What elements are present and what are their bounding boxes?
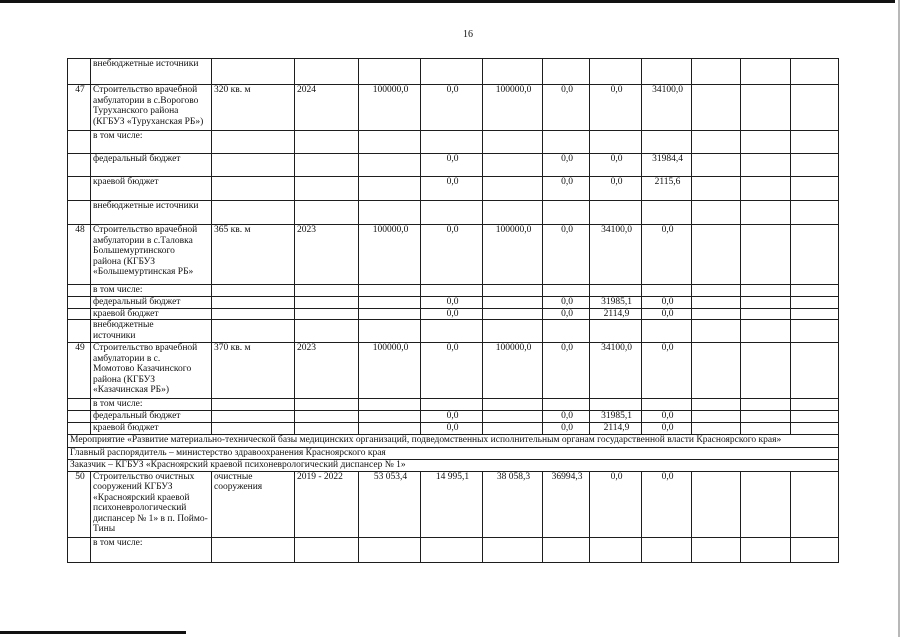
value-cell-2: 0,0 bbox=[421, 343, 483, 399]
period-cell bbox=[295, 131, 359, 154]
capacity-cell bbox=[212, 59, 295, 85]
value-cell-3 bbox=[483, 308, 543, 320]
row-number-cell bbox=[68, 399, 91, 411]
value-cell-6: 0,0 bbox=[642, 225, 692, 285]
blank-cell bbox=[791, 154, 839, 177]
value-cell-4 bbox=[543, 131, 590, 154]
item-name-cell: в том числе: bbox=[91, 285, 212, 297]
blank-cell bbox=[741, 285, 791, 297]
value-cell-5: 31985,1 bbox=[590, 296, 642, 308]
page-number: 16 bbox=[463, 29, 473, 40]
value-cell-5: 0,0 bbox=[590, 85, 642, 131]
value-cell-2 bbox=[421, 537, 483, 562]
value-cell-2: 0,0 bbox=[421, 308, 483, 320]
blank-cell bbox=[741, 537, 791, 562]
blank-cell bbox=[791, 296, 839, 308]
period-cell bbox=[295, 177, 359, 201]
value-cell-4 bbox=[543, 399, 590, 411]
capacity-cell bbox=[212, 177, 295, 201]
value-cell-2 bbox=[421, 320, 483, 343]
capacity-cell: 320 кв. м bbox=[212, 85, 295, 131]
value-cell-6 bbox=[642, 399, 692, 411]
value-cell-4: 0,0 bbox=[543, 343, 590, 399]
section-heading-cell: Мероприятие «Развитие материально-технической базы медицинских организаций, подведомственных исполнительным органам государственной власти Красноярского края» bbox=[68, 434, 839, 447]
value-cell-1 bbox=[359, 537, 421, 562]
value-cell-3: 100000,0 bbox=[483, 343, 543, 399]
project-row bbox=[68, 343, 839, 399]
period-cell bbox=[295, 154, 359, 177]
blank-cell bbox=[692, 399, 741, 411]
blank-cell bbox=[791, 308, 839, 320]
row-number-cell bbox=[68, 59, 91, 85]
blank-cell bbox=[741, 59, 791, 85]
scan-edge-right bbox=[898, 0, 900, 637]
item-name-cell: федеральный бюджет bbox=[91, 296, 212, 308]
blank-cell bbox=[791, 343, 839, 399]
project-row bbox=[68, 225, 839, 285]
row-number-cell bbox=[68, 320, 91, 343]
value-cell-4: 0,0 bbox=[543, 154, 590, 177]
value-cell-6: 0,0 bbox=[642, 422, 692, 434]
blank-cell bbox=[741, 422, 791, 434]
funding-source-row bbox=[68, 201, 839, 225]
period-cell: 2023 bbox=[295, 225, 359, 285]
row-number-cell: 47 bbox=[68, 85, 91, 131]
section-heading-row bbox=[68, 447, 839, 459]
value-cell-2: 0,0 bbox=[421, 296, 483, 308]
section-heading-row bbox=[68, 434, 839, 447]
value-cell-6 bbox=[642, 537, 692, 562]
value-cell-6 bbox=[642, 285, 692, 297]
value-cell-4 bbox=[543, 285, 590, 297]
blank-cell bbox=[692, 225, 741, 285]
item-name-cell: краевой бюджет bbox=[91, 177, 212, 201]
blank-cell bbox=[741, 471, 791, 537]
funding-source-row bbox=[68, 296, 839, 308]
value-cell-5: 2114,9 bbox=[590, 308, 642, 320]
value-cell-3 bbox=[483, 177, 543, 201]
value-cell-1 bbox=[359, 201, 421, 225]
funding-source-row bbox=[68, 399, 839, 411]
period-cell bbox=[295, 308, 359, 320]
blank-cell bbox=[741, 85, 791, 131]
value-cell-2: 0,0 bbox=[421, 85, 483, 131]
blank-cell bbox=[741, 296, 791, 308]
value-cell-1 bbox=[359, 320, 421, 343]
item-name-cell: Строительство врачебной амбулатории в с.Таловка Большемуртинского района (КГБУЗ «Большемуртинская РБ» bbox=[91, 225, 212, 285]
blank-cell bbox=[791, 85, 839, 131]
blank-cell bbox=[741, 154, 791, 177]
value-cell-1 bbox=[359, 59, 421, 85]
row-number-cell bbox=[68, 410, 91, 422]
capacity-cell bbox=[212, 308, 295, 320]
capacity-cell bbox=[212, 399, 295, 411]
value-cell-3 bbox=[483, 285, 543, 297]
item-name-cell: в том числе: bbox=[91, 537, 212, 562]
blank-cell bbox=[741, 410, 791, 422]
value-cell-3: 100000,0 bbox=[483, 225, 543, 285]
blank-cell bbox=[791, 285, 839, 297]
value-cell-2: 0,0 bbox=[421, 177, 483, 201]
value-cell-2 bbox=[421, 399, 483, 411]
capacity-cell bbox=[212, 422, 295, 434]
value-cell-2: 0,0 bbox=[421, 225, 483, 285]
row-number-cell bbox=[68, 537, 91, 562]
blank-cell bbox=[741, 343, 791, 399]
value-cell-1 bbox=[359, 131, 421, 154]
row-number-cell bbox=[68, 422, 91, 434]
value-cell-4: 0,0 bbox=[543, 177, 590, 201]
blank-cell bbox=[692, 320, 741, 343]
value-cell-6: 0,0 bbox=[642, 410, 692, 422]
value-cell-2: 0,0 bbox=[421, 154, 483, 177]
period-cell bbox=[295, 399, 359, 411]
capacity-cell bbox=[212, 285, 295, 297]
value-cell-2 bbox=[421, 201, 483, 225]
period-cell bbox=[295, 320, 359, 343]
blank-cell bbox=[692, 422, 741, 434]
blank-cell bbox=[791, 422, 839, 434]
value-cell-1 bbox=[359, 410, 421, 422]
period-cell: 2024 bbox=[295, 85, 359, 131]
value-cell-6: 31984,4 bbox=[642, 154, 692, 177]
capacity-cell bbox=[212, 320, 295, 343]
blank-cell bbox=[692, 285, 741, 297]
value-cell-1: 100000,0 bbox=[359, 225, 421, 285]
blank-cell bbox=[791, 59, 839, 85]
blank-cell bbox=[692, 201, 741, 225]
value-cell-4 bbox=[543, 320, 590, 343]
period-cell bbox=[295, 296, 359, 308]
value-cell-5 bbox=[590, 320, 642, 343]
blank-cell bbox=[692, 296, 741, 308]
value-cell-4 bbox=[543, 201, 590, 225]
item-name-cell: внебюджетные источники bbox=[91, 320, 212, 343]
capacity-cell bbox=[212, 201, 295, 225]
capacity-cell bbox=[212, 537, 295, 562]
funding-source-row bbox=[68, 308, 839, 320]
funding-source-row bbox=[68, 537, 839, 562]
blank-cell bbox=[692, 85, 741, 131]
blank-cell bbox=[741, 308, 791, 320]
value-cell-5: 0,0 bbox=[590, 154, 642, 177]
blank-cell bbox=[741, 320, 791, 343]
capacity-cell: 370 кв. м bbox=[212, 343, 295, 399]
capacity-cell bbox=[212, 154, 295, 177]
value-cell-3 bbox=[483, 537, 543, 562]
period-cell bbox=[295, 422, 359, 434]
blank-cell bbox=[692, 154, 741, 177]
row-number-cell bbox=[68, 154, 91, 177]
value-cell-5: 34100,0 bbox=[590, 225, 642, 285]
funding-source-row bbox=[68, 177, 839, 201]
value-cell-6 bbox=[642, 59, 692, 85]
item-name-cell: внебюджетные источники bbox=[91, 59, 212, 85]
value-cell-6: 0,0 bbox=[642, 296, 692, 308]
value-cell-5 bbox=[590, 59, 642, 85]
value-cell-6: 0,0 bbox=[642, 343, 692, 399]
row-number-cell: 49 bbox=[68, 343, 91, 399]
value-cell-1: 100000,0 bbox=[359, 85, 421, 131]
value-cell-3 bbox=[483, 131, 543, 154]
funding-source-row bbox=[68, 410, 839, 422]
value-cell-3: 100000,0 bbox=[483, 85, 543, 131]
blank-cell bbox=[791, 201, 839, 225]
value-cell-5 bbox=[590, 537, 642, 562]
value-cell-2: 0,0 bbox=[421, 422, 483, 434]
period-cell bbox=[295, 410, 359, 422]
blank-cell bbox=[791, 471, 839, 537]
value-cell-2 bbox=[421, 131, 483, 154]
item-name-cell: в том числе: bbox=[91, 399, 212, 411]
value-cell-3 bbox=[483, 320, 543, 343]
item-name-cell: федеральный бюджет bbox=[91, 410, 212, 422]
period-cell bbox=[295, 59, 359, 85]
funding-source-row bbox=[68, 131, 839, 154]
item-name-cell: федеральный бюджет bbox=[91, 154, 212, 177]
period-cell bbox=[295, 285, 359, 297]
value-cell-6 bbox=[642, 201, 692, 225]
blank-cell bbox=[692, 177, 741, 201]
value-cell-5 bbox=[590, 201, 642, 225]
blank-cell bbox=[741, 177, 791, 201]
project-row bbox=[68, 471, 839, 537]
row-number-cell: 48 bbox=[68, 225, 91, 285]
value-cell-5: 0,0 bbox=[590, 177, 642, 201]
capacity-cell bbox=[212, 296, 295, 308]
funding-source-row bbox=[68, 320, 839, 343]
value-cell-3 bbox=[483, 296, 543, 308]
value-cell-6: 0,0 bbox=[642, 471, 692, 537]
value-cell-1 bbox=[359, 154, 421, 177]
capacity-cell bbox=[212, 410, 295, 422]
section-heading-cell: Главный распорядитель – министерство здравоохранения Красноярского края bbox=[68, 447, 839, 459]
capacity-cell: 365 кв. м bbox=[212, 225, 295, 285]
item-name-cell: Строительство очистных сооружений КГБУЗ «Красноярский краевой психоневрологический диспансер № 1» в п. Поймо- Тины bbox=[91, 471, 212, 537]
value-cell-6 bbox=[642, 131, 692, 154]
value-cell-1 bbox=[359, 177, 421, 201]
blank-cell bbox=[692, 59, 741, 85]
blank-cell bbox=[791, 177, 839, 201]
value-cell-1 bbox=[359, 285, 421, 297]
blank-cell bbox=[692, 471, 741, 537]
value-cell-6 bbox=[642, 320, 692, 343]
blank-cell bbox=[692, 410, 741, 422]
value-cell-3 bbox=[483, 399, 543, 411]
table-body bbox=[68, 59, 839, 563]
value-cell-3 bbox=[483, 154, 543, 177]
blank-cell bbox=[791, 410, 839, 422]
blank-cell bbox=[741, 225, 791, 285]
value-cell-6: 0,0 bbox=[642, 308, 692, 320]
value-cell-1 bbox=[359, 422, 421, 434]
blank-cell bbox=[791, 320, 839, 343]
value-cell-3 bbox=[483, 410, 543, 422]
value-cell-6: 2115,6 bbox=[642, 177, 692, 201]
value-cell-5 bbox=[590, 131, 642, 154]
blank-cell bbox=[741, 201, 791, 225]
value-cell-5 bbox=[590, 285, 642, 297]
section-heading-row bbox=[68, 459, 839, 471]
item-name-cell: внебюджетные источники bbox=[91, 201, 212, 225]
value-cell-5 bbox=[590, 399, 642, 411]
blank-cell bbox=[741, 399, 791, 411]
value-cell-4: 36994,3 bbox=[543, 471, 590, 537]
row-number-cell bbox=[68, 285, 91, 297]
blank-cell bbox=[791, 131, 839, 154]
value-cell-3: 38 058,3 bbox=[483, 471, 543, 537]
row-number-cell bbox=[68, 177, 91, 201]
capacity-cell: очистные сооружения bbox=[212, 471, 295, 537]
row-number-cell bbox=[68, 308, 91, 320]
blank-cell bbox=[791, 225, 839, 285]
value-cell-5: 34100,0 bbox=[590, 343, 642, 399]
blank-cell bbox=[692, 537, 741, 562]
blank-cell bbox=[791, 399, 839, 411]
value-cell-4: 0,0 bbox=[543, 410, 590, 422]
capacity-cell bbox=[212, 131, 295, 154]
value-cell-5: 2114,9 bbox=[590, 422, 642, 434]
funding-source-row bbox=[68, 285, 839, 297]
scan-edge-bottom bbox=[0, 631, 186, 634]
item-name-cell: краевой бюджет bbox=[91, 422, 212, 434]
value-cell-5: 31985,1 bbox=[590, 410, 642, 422]
blank-cell bbox=[741, 131, 791, 154]
row-number-cell bbox=[68, 131, 91, 154]
funding-source-row bbox=[68, 154, 839, 177]
period-cell bbox=[295, 537, 359, 562]
funding-source-row bbox=[68, 422, 839, 434]
value-cell-1 bbox=[359, 308, 421, 320]
value-cell-5: 0,0 bbox=[590, 471, 642, 537]
row-number-cell bbox=[68, 201, 91, 225]
item-name-cell: краевой бюджет bbox=[91, 308, 212, 320]
blank-cell bbox=[791, 537, 839, 562]
row-number-cell: 50 bbox=[68, 471, 91, 537]
value-cell-1 bbox=[359, 399, 421, 411]
scan-edge-top bbox=[0, 0, 895, 3]
item-name-cell: Строительство врачебной амбулатории в с. Момотово Казачинского района (КГБУЗ «Казачинская РБ») bbox=[91, 343, 212, 399]
value-cell-2 bbox=[421, 285, 483, 297]
value-cell-4: 0,0 bbox=[543, 85, 590, 131]
section-heading-cell: Заказчик – КГБУЗ «Красноярский краевой психоневрологический диспансер № 1» bbox=[68, 459, 839, 471]
value-cell-4: 0,0 bbox=[543, 296, 590, 308]
value-cell-2: 14 995,1 bbox=[421, 471, 483, 537]
value-cell-6: 34100,0 bbox=[642, 85, 692, 131]
value-cell-4: 0,0 bbox=[543, 422, 590, 434]
row-number-cell bbox=[68, 296, 91, 308]
value-cell-2 bbox=[421, 59, 483, 85]
funding-source-row bbox=[68, 59, 839, 85]
period-cell bbox=[295, 201, 359, 225]
period-cell: 2023 bbox=[295, 343, 359, 399]
value-cell-1: 53 053,4 bbox=[359, 471, 421, 537]
value-cell-1 bbox=[359, 296, 421, 308]
blank-cell bbox=[692, 131, 741, 154]
value-cell-3 bbox=[483, 201, 543, 225]
value-cell-4: 0,0 bbox=[543, 225, 590, 285]
item-name-cell: Строительство врачебной амбулатории в с.Ворогово Туруханского района (КГБУЗ «Туруханская РБ») bbox=[91, 85, 212, 131]
budget-table bbox=[67, 58, 839, 563]
blank-cell bbox=[692, 308, 741, 320]
value-cell-4 bbox=[543, 537, 590, 562]
value-cell-4: 0,0 bbox=[543, 308, 590, 320]
value-cell-3 bbox=[483, 422, 543, 434]
project-row bbox=[68, 85, 839, 131]
value-cell-2: 0,0 bbox=[421, 410, 483, 422]
value-cell-4 bbox=[543, 59, 590, 85]
value-cell-3 bbox=[483, 59, 543, 85]
period-cell: 2019 - 2022 bbox=[295, 471, 359, 537]
blank-cell bbox=[692, 343, 741, 399]
value-cell-1: 100000,0 bbox=[359, 343, 421, 399]
item-name-cell: в том числе: bbox=[91, 131, 212, 154]
